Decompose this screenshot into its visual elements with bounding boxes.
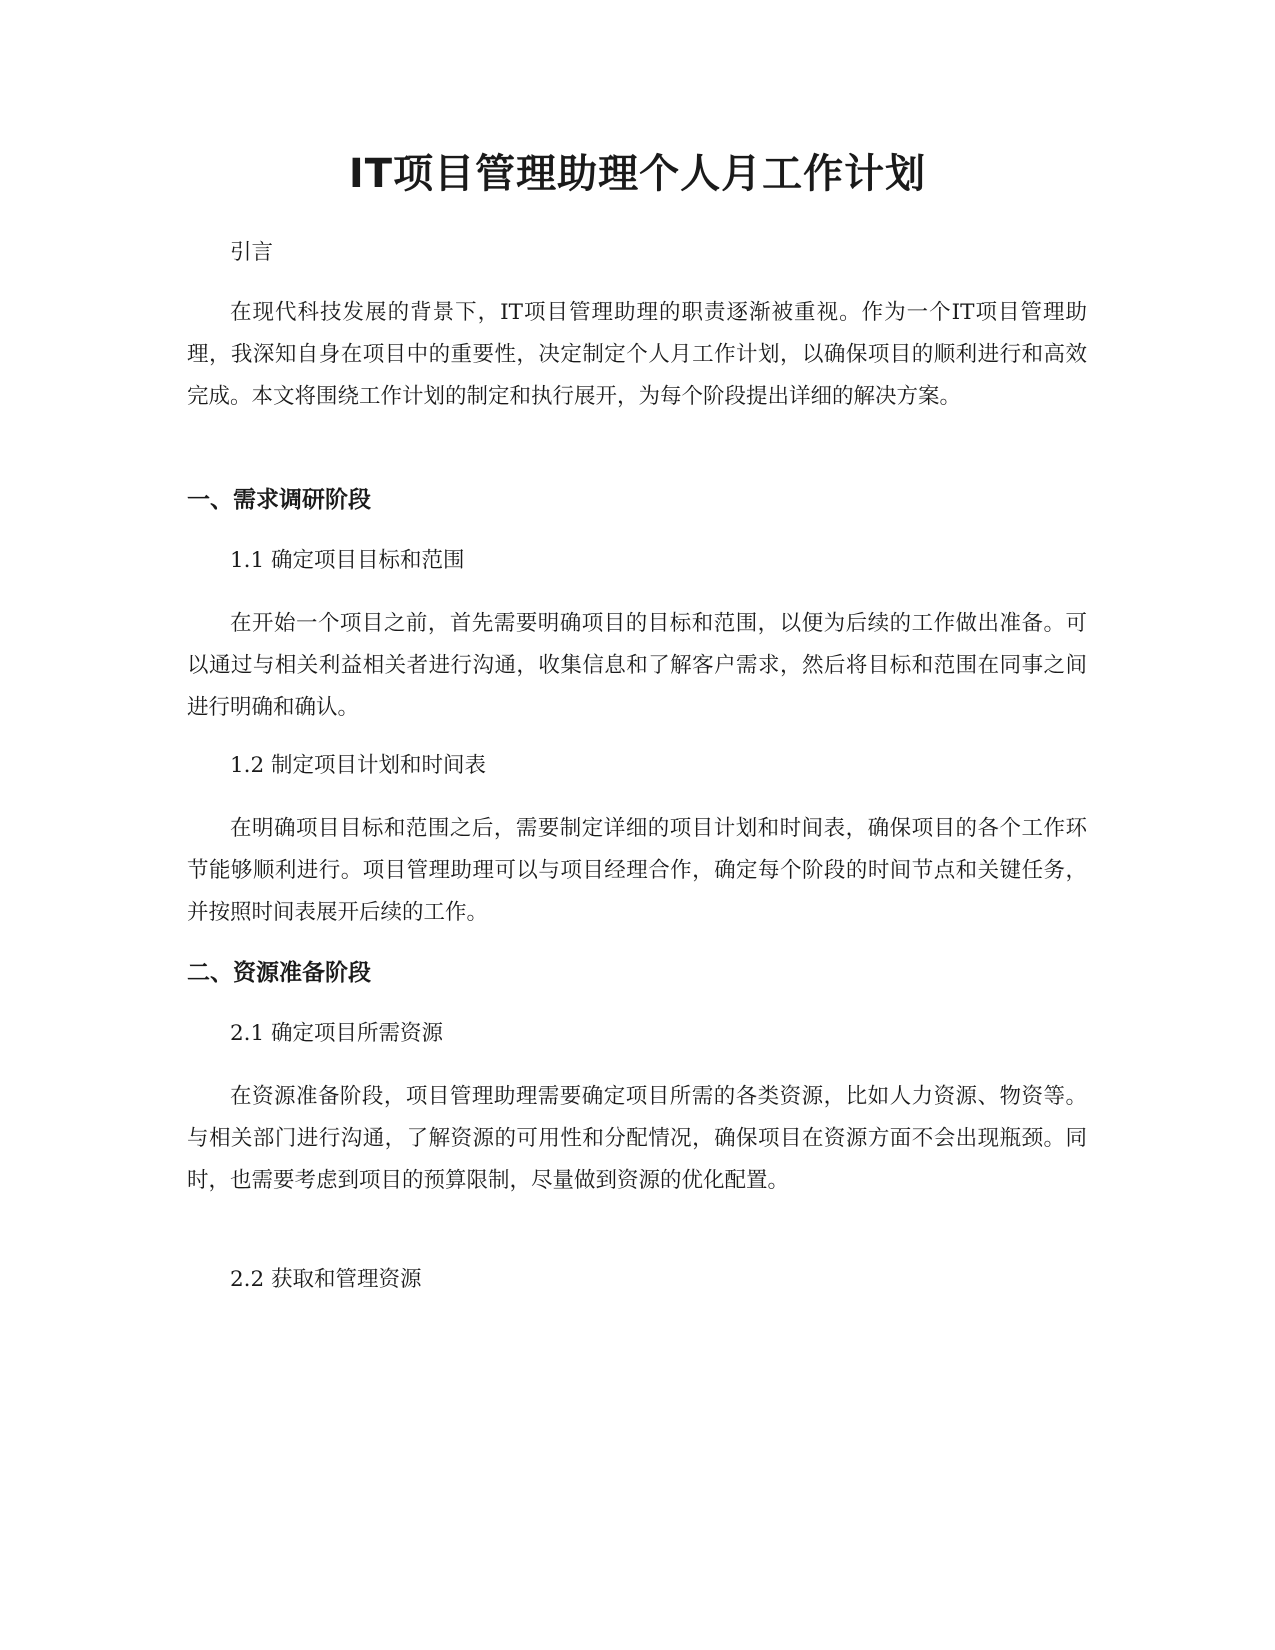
subsection-1-2-heading: 1.2 制定项目计划和时间表 [230, 753, 487, 778]
subsection-2-2-heading: 2.2 获取和管理资源 [230, 1267, 422, 1292]
subsection-1-2-paragraph: 在明确项目目标和范围之后，需要制定详细的项目计划和时间表，确保项目的各个工作环节能够顺利进行。项目管理助理可以与项目经理合作，确定每个阶段的时间节点和关键任务，并按照时间表展开后续的工作。 [187, 816, 1087, 925]
document-title: IT项目管理助理个人月工作计划 [348, 151, 927, 197]
intro-paragraph: 在现代科技发展的背景下，IT项目管理助理的职责逐渐被重视。作为一个IT项目管理助理，我深知自身在项目中的重要性，决定制定个人月工作计划，以确保项目的顺利进行和高效完成。本文将围绕工作计划的制定和执行展开，为每个阶段提出详细的解决方案。 [187, 300, 1087, 409]
subsection-1-1-heading: 1.1 确定项目目标和范围 [230, 548, 465, 573]
subsection-2-1-heading: 2.1 确定项目所需资源 [230, 1021, 444, 1046]
intro-heading: 引言 [230, 240, 274, 265]
section-1-heading: 一、需求调研阶段 [187, 487, 371, 513]
subsection-2-1-paragraph: 在资源准备阶段，项目管理助理需要确定项目所需的各类资源，比如人力资源、物资等。与相关部门进行沟通，了解资源的可用性和分配情况，确保项目在资源方面不会出现瓶颈。同时，也需要考虑到项目的预算限制，尽量做到资源的优化配置。 [187, 1084, 1087, 1193]
section-2-heading: 二、资源准备阶段 [187, 960, 371, 986]
subsection-1-1-paragraph: 在开始一个项目之前，首先需要明确项目的目标和范围，以便为后续的工作做出准备。可以通过与相关利益相关者进行沟通，收集信息和了解客户需求，然后将目标和范围在同事之间进行明确和确认。 [187, 611, 1087, 720]
